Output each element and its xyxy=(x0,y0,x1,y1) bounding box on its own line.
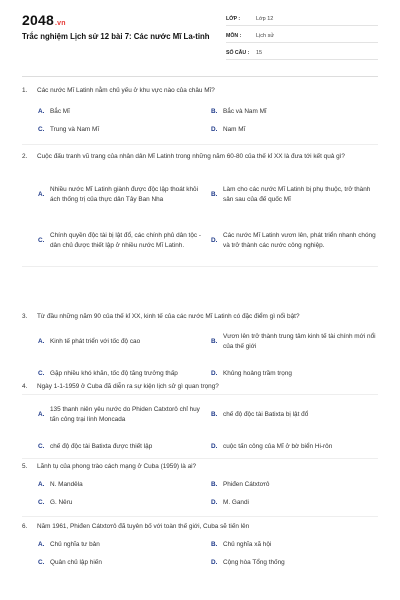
question-text xyxy=(22,382,382,392)
option-text: Nam Mĩ xyxy=(223,126,246,133)
meta-subject-value: Lịch sử xyxy=(256,33,275,39)
option-c[interactable] xyxy=(38,442,203,452)
option-letter: C. xyxy=(38,499,45,506)
question-body: Năm 1961, Phiđen Cátxtơrô đã tuyên bố với toàn thế giới, Cuba sẽ tiến lên xyxy=(37,523,250,530)
option-a[interactable] xyxy=(38,480,203,490)
logo-suffix: .vn xyxy=(54,20,66,27)
question-text xyxy=(22,152,382,162)
question-text xyxy=(22,462,382,472)
option-text: Vươn lên trở thành trung tâm kinh tế tài chính mới nổi của thế giới xyxy=(223,333,376,350)
option-letter: C. xyxy=(38,237,45,244)
option-letter: A. xyxy=(38,541,45,548)
option-letter: D. xyxy=(211,370,218,377)
option-text: M. Gandi xyxy=(223,499,249,506)
logo-text: 2048 xyxy=(22,12,54,28)
question-body: Các nước Mĩ Latinh nằm chủ yếu ở khu vực nào của châu Mĩ? xyxy=(37,87,215,94)
question-text xyxy=(22,86,382,96)
option-d[interactable] xyxy=(211,442,376,452)
question-divider xyxy=(22,458,378,459)
option-letter: D. xyxy=(211,499,218,506)
option-letter: B. xyxy=(211,191,218,198)
option-letter: B. xyxy=(211,411,218,418)
option-text: Chủ nghĩa xã hội xyxy=(223,541,272,548)
question-body: Cuộc đấu tranh vũ trang của nhân dân Mĩ Latinh trong những năm 60-80 của thế kỉ XX là đưa tới kết quả gì? xyxy=(37,153,345,160)
option-c[interactable] xyxy=(38,226,203,256)
option-d[interactable] xyxy=(211,226,376,256)
meta-class-row xyxy=(226,13,378,26)
option-a[interactable] xyxy=(38,107,198,117)
site-logo[interactable] xyxy=(22,12,66,28)
option-letter: D. xyxy=(211,126,218,133)
question-number: 6. xyxy=(22,523,28,530)
header-divider xyxy=(22,76,378,77)
option-letter: C. xyxy=(38,126,45,133)
option-letter: A. xyxy=(38,191,45,198)
option-b[interactable] xyxy=(211,540,376,550)
option-d[interactable] xyxy=(211,498,376,508)
option-text: cuộc tấn công của Mĩ ở bờ biển Hi-rôn xyxy=(223,443,333,450)
question-number: 4. xyxy=(22,383,28,390)
question-number: 3. xyxy=(22,313,28,320)
option-text: Nhiều nước Mĩ Latinh giành được độc lập thoát khỏi ách thống trị của thực dân Tây Ban Nha xyxy=(50,186,199,203)
option-text: Kinh tế phát triển với tốc độ cao xyxy=(50,338,141,345)
option-text: Chính quyền độc tài bị lật đổ, các chính phủ dân tộc - dân chủ được thiết lập ở nhiều nước Mĩ Latinh. xyxy=(50,232,201,249)
option-text: Khủng hoảng trầm trọng xyxy=(223,370,292,377)
page-title: Trắc nghiệm Lịch sử 12 bài 7: Các nước Mĩ La-tinh xyxy=(22,32,210,41)
option-d[interactable] xyxy=(211,558,376,568)
option-letter: A. xyxy=(38,338,45,345)
option-letter: D. xyxy=(211,237,218,244)
option-letter: A. xyxy=(38,481,45,488)
option-letter: C. xyxy=(38,370,45,377)
meta-subject-row xyxy=(226,30,378,43)
option-a[interactable] xyxy=(38,400,203,430)
question-body: Lãnh tụ của phong trào cách mạng ở Cuba (1959) là ai? xyxy=(37,463,197,470)
option-c[interactable] xyxy=(38,125,198,135)
meta-class-label: LỚP : xyxy=(226,16,241,22)
option-text: Các nước Mĩ Latinh vươn lên, phát triển nhanh chóng và trở thành các nước công nghiệp. xyxy=(223,232,376,249)
option-b[interactable] xyxy=(211,332,376,352)
question-number: 1. xyxy=(22,87,28,94)
option-b[interactable] xyxy=(211,410,376,420)
option-text: Gặp nhiều khó khăn, tốc độ tăng trưởng thấp xyxy=(50,370,178,377)
option-text: Bắc Mĩ xyxy=(50,108,70,115)
option-b[interactable] xyxy=(211,180,376,210)
question-divider xyxy=(22,144,378,145)
question-body: Ngày 1-1-1959 ở Cuba đã diễn ra sự kiện lịch sử gì quan trọng? xyxy=(37,383,219,390)
option-letter: C. xyxy=(38,443,45,450)
meta-count-row xyxy=(226,47,378,60)
option-text: Trung và Nam Mĩ xyxy=(50,126,100,133)
option-text: chế độ độc tài Batixta được thiết lập xyxy=(50,443,153,450)
option-d[interactable] xyxy=(211,125,376,135)
option-text: Bắc và Nam Mĩ xyxy=(223,108,267,115)
option-letter: B. xyxy=(211,108,218,115)
question-number: 2. xyxy=(22,153,28,160)
option-d[interactable] xyxy=(211,364,376,384)
question-divider xyxy=(22,266,378,267)
option-c[interactable] xyxy=(38,498,203,508)
option-letter: D. xyxy=(211,443,218,450)
question-number: 5. xyxy=(22,463,28,470)
option-text: G. Nêru xyxy=(50,499,73,506)
option-b[interactable] xyxy=(211,107,376,117)
option-text: Làm cho các nước Mĩ Latinh bị phụ thuộc, trở thành sân sau của đế quốc Mĩ xyxy=(223,186,371,203)
option-c[interactable] xyxy=(38,364,203,384)
option-text: chế độ độc tài Batixta bị lật đổ xyxy=(223,411,309,418)
option-text: 135 thanh niên yêu nước do Phiden Catxtorô chỉ huy tấn công trại lính Moncada xyxy=(50,406,200,423)
question-body: Từ đầu những năm 90 của thế kỉ XX, kinh tế của các nước Mĩ Latinh có đặc điểm gì nổi bật? xyxy=(37,313,300,320)
meta-class-value: Lớp 12 xyxy=(256,16,274,22)
option-letter: B. xyxy=(211,338,218,345)
option-c[interactable] xyxy=(38,558,203,568)
option-letter: B. xyxy=(211,541,218,548)
question-divider xyxy=(22,516,378,517)
option-text: Quân chủ lập hiến xyxy=(50,559,102,566)
option-letter: A. xyxy=(38,411,45,418)
question-divider xyxy=(22,394,378,395)
option-text: Chủ nghĩa tư bản xyxy=(50,541,100,548)
option-letter: D. xyxy=(211,559,218,566)
option-letter: B. xyxy=(211,481,218,488)
option-a[interactable] xyxy=(38,332,203,352)
question-text xyxy=(22,312,382,322)
option-text: Cộng hòa Tổng thống xyxy=(223,559,285,566)
option-letter: C. xyxy=(38,559,45,566)
option-letter: A. xyxy=(38,108,45,115)
option-a[interactable] xyxy=(38,180,203,210)
option-text: N. Mandêla xyxy=(50,481,83,488)
quiz-meta xyxy=(226,13,378,64)
option-b[interactable] xyxy=(211,480,376,490)
question-text xyxy=(22,522,382,532)
meta-subject-label: MÔN : xyxy=(226,33,242,39)
option-text: Phiđen Cátxtơrô xyxy=(223,481,270,488)
meta-count-label: SỐ CÂU : xyxy=(226,50,250,56)
page-header xyxy=(0,0,400,70)
meta-count-value: 15 xyxy=(256,50,263,56)
option-a[interactable] xyxy=(38,540,203,550)
